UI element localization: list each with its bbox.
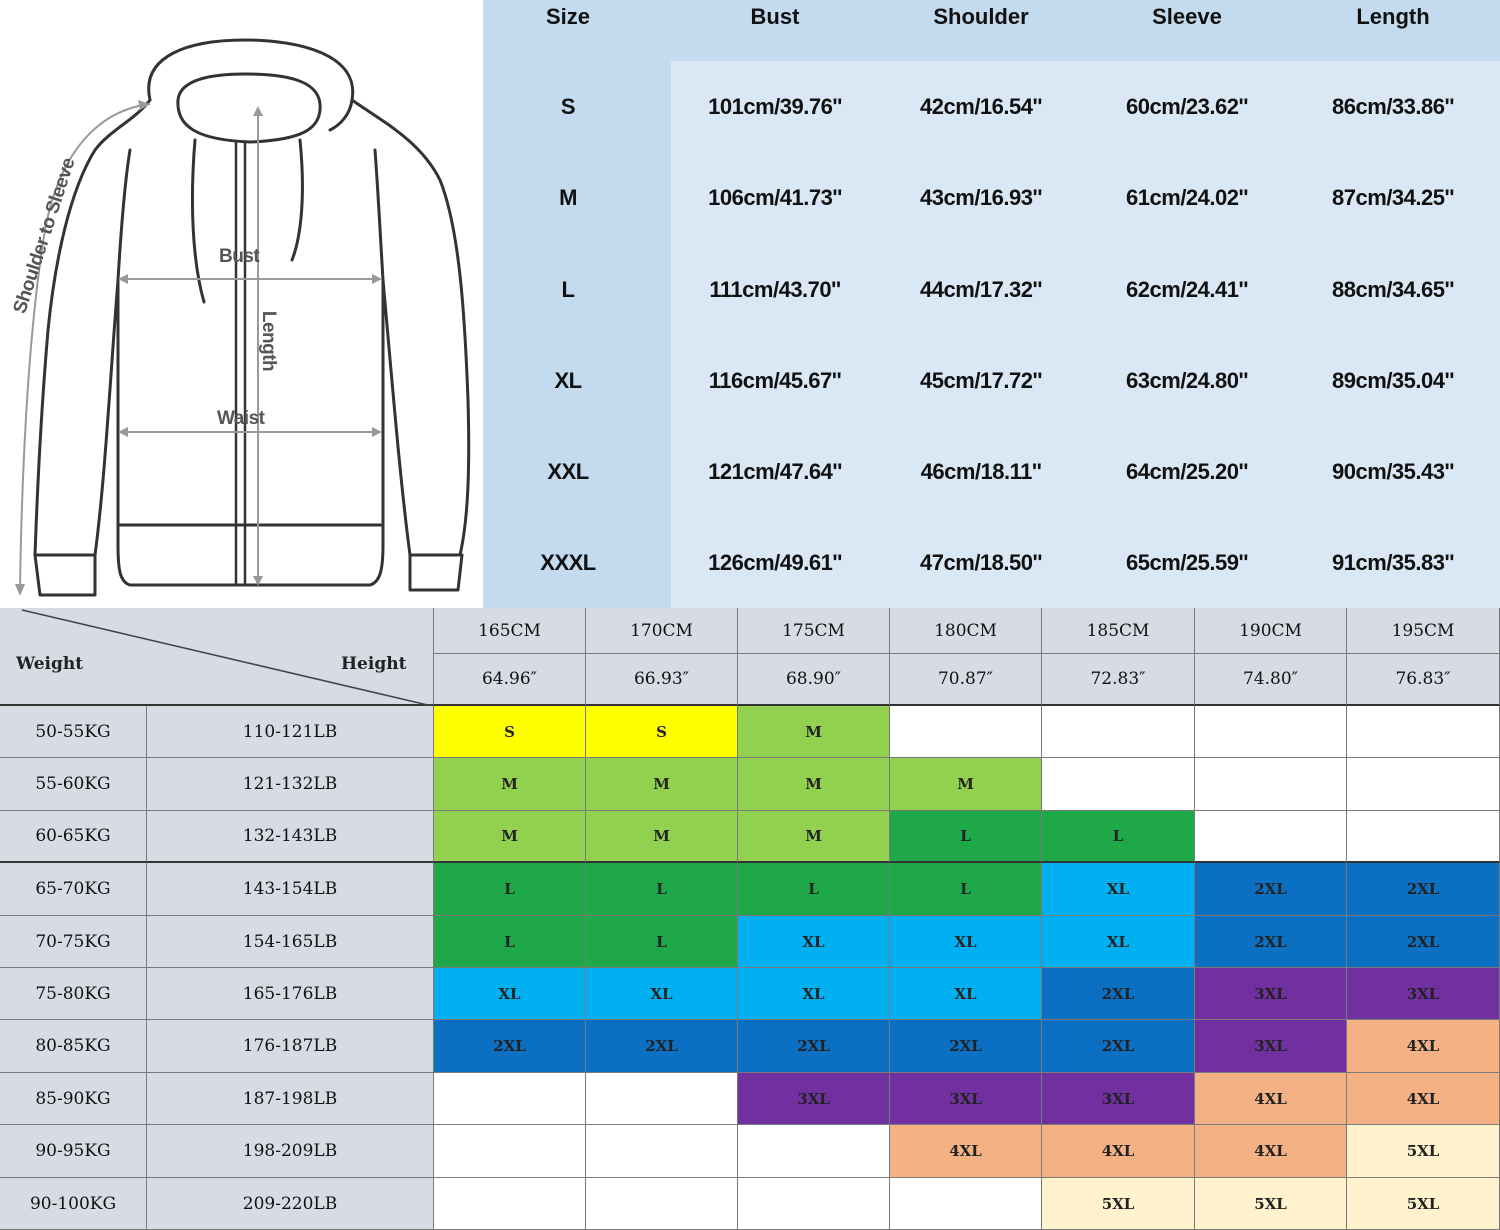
height-in-header: 72.83″ (1042, 654, 1195, 706)
measure-header-sleeve: Sleeve (1152, 4, 1222, 29)
size-cell-3xl: 3XL (1347, 968, 1500, 1020)
shoulder-to-sleeve-label: Shoulder to Sleeve (9, 155, 80, 317)
size-cell-l: L (890, 811, 1042, 863)
height-cm-header: 180CM (890, 608, 1042, 654)
weight-lb-cell: 176-187LB (147, 1020, 434, 1073)
size-cell-l: L (434, 863, 586, 916)
size-cell-l: L (1042, 811, 1195, 863)
size-cell-2xl: 2XL (1195, 863, 1347, 916)
measure-cell: 91cm/35.83'' (1332, 550, 1454, 575)
height-cm-header: 190CM (1195, 608, 1347, 654)
size-cell-empty (1347, 706, 1500, 758)
size-cell-5xl: 5XL (1042, 1178, 1195, 1230)
weight-kg-cell: 85-90KG (0, 1073, 147, 1125)
size-cell-2xl: 2XL (1042, 1020, 1195, 1073)
size-cell-empty (890, 1178, 1042, 1230)
size-cell-xl: XL (434, 968, 586, 1020)
length-label: Length (258, 310, 280, 372)
height-in-header: 76.83″ (1347, 654, 1500, 706)
size-cell-s: S (586, 706, 738, 758)
measure-cell: 126cm/49.61'' (708, 550, 842, 575)
size-cell-m: M (738, 811, 890, 863)
weight-lb-cell: 143-154LB (147, 863, 434, 916)
size-cell-4xl: 4XL (1042, 1125, 1195, 1178)
measurement-table-body-bg (671, 61, 1500, 608)
size-cell-3xl: 3XL (1042, 1073, 1195, 1125)
size-cell-xl: XL (1042, 916, 1195, 968)
size-cell-empty (434, 1178, 586, 1230)
weight-kg-cell: 50-55KG (0, 706, 147, 758)
measure-size-label: XL (554, 368, 582, 393)
size-cell-2xl: 2XL (434, 1020, 586, 1073)
size-cell-3xl: 3XL (1195, 968, 1347, 1020)
size-cell-m: M (890, 758, 1042, 811)
size-recommendation-grid (0, 608, 1500, 1230)
measure-cell: 46cm/18.11'' (920, 459, 1042, 484)
weight-kg-cell: 60-65KG (0, 811, 147, 863)
height-cm-header: 175CM (738, 608, 890, 654)
measure-cell: 89cm/35.04'' (1332, 368, 1454, 393)
measure-cell: 87cm/34.25'' (1332, 185, 1454, 210)
size-cell-empty (1195, 811, 1347, 863)
measure-cell: 63cm/24.80'' (1126, 368, 1248, 393)
measure-cell: 116cm/45.67'' (708, 368, 842, 393)
size-cell-empty (1347, 758, 1500, 811)
measure-cell: 64cm/25.20'' (1126, 459, 1248, 484)
size-cell-empty (1042, 706, 1195, 758)
size-cell-l: L (738, 863, 890, 916)
measure-cell: 60cm/23.62'' (1126, 94, 1248, 119)
measure-header-bust: Bust (750, 4, 800, 29)
size-cell-empty (586, 1125, 738, 1178)
size-cell-2xl: 2XL (1195, 916, 1347, 968)
height-in-header: 64.96″ (434, 654, 586, 706)
measure-cell: 86cm/33.86'' (1332, 94, 1454, 119)
size-cell-xl: XL (890, 916, 1042, 968)
measure-size-label: M (559, 185, 577, 210)
size-cell-empty (738, 1125, 890, 1178)
size-cell-4xl: 4XL (1195, 1125, 1347, 1178)
measure-size-label: S (560, 94, 576, 119)
size-cell-empty (586, 1178, 738, 1230)
size-cell-2xl: 2XL (1347, 863, 1500, 916)
size-cell-5xl: 5XL (1347, 1178, 1500, 1230)
measure-cell: 88cm/34.65'' (1332, 277, 1454, 302)
measure-header-size: Size (545, 4, 591, 29)
size-cell-l: L (586, 863, 738, 916)
size-cell-empty (1195, 706, 1347, 758)
size-cell-m: M (434, 811, 586, 863)
weight-lb-cell: 154-165LB (147, 916, 434, 968)
size-cell-m: M (738, 758, 890, 811)
measure-cell: 47cm/18.50'' (920, 550, 1042, 575)
weight-header: Weight (16, 654, 84, 674)
measurement-table (483, 0, 1500, 608)
size-cell-2xl: 2XL (586, 1020, 738, 1073)
height-in-header: 74.80″ (1195, 654, 1347, 706)
weight-kg-cell: 80-85KG (0, 1020, 147, 1073)
size-cell-3xl: 3XL (1195, 1020, 1347, 1073)
size-cell-2xl: 2XL (1347, 916, 1500, 968)
height-in-header: 70.87″ (890, 654, 1042, 706)
height-in-header: 66.93″ (586, 654, 738, 706)
size-cell-3xl: 3XL (738, 1073, 890, 1125)
weight-lb-cell: 198-209LB (147, 1125, 434, 1178)
measure-cell: 121cm/47.64'' (708, 459, 842, 484)
measure-cell: 61cm/24.02'' (1126, 185, 1248, 210)
size-cell-4xl: 4XL (890, 1125, 1042, 1178)
size-cell-xl: XL (738, 916, 890, 968)
size-cell-3xl: 3XL (890, 1073, 1042, 1125)
weight-kg-cell: 70-75KG (0, 916, 147, 968)
measure-cell: 101cm/39.76'' (708, 94, 842, 119)
size-cell-m: M (738, 706, 890, 758)
height-header: Height (341, 654, 407, 674)
height-cm-header: 165CM (434, 608, 586, 654)
size-cell-4xl: 4XL (1195, 1073, 1347, 1125)
weight-lb-cell: 121-132LB (147, 758, 434, 811)
measure-cell: 44cm/17.32'' (920, 277, 1042, 302)
weight-kg-cell: 65-70KG (0, 863, 147, 916)
height-cm-header: 185CM (1042, 608, 1195, 654)
weight-kg-cell: 90-95KG (0, 1125, 147, 1178)
size-cell-empty (1195, 758, 1347, 811)
size-cell-empty (890, 706, 1042, 758)
size-cell-4xl: 4XL (1347, 1073, 1500, 1125)
height-in-header: 68.90″ (738, 654, 890, 706)
size-cell-l: L (890, 863, 1042, 916)
size-cell-5xl: 5XL (1347, 1125, 1500, 1178)
measure-cell: 106cm/41.73'' (708, 185, 842, 210)
weight-kg-cell: 90-100KG (0, 1178, 147, 1230)
size-cell-xl: XL (586, 968, 738, 1020)
size-cell-2xl: 2XL (1042, 968, 1195, 1020)
size-cell-xl: XL (738, 968, 890, 1020)
hoodie-diagram (0, 0, 483, 608)
measure-cell: 111cm/43.70'' (709, 277, 841, 302)
size-cell-2xl: 2XL (890, 1020, 1042, 1073)
size-cell-xl: XL (1042, 863, 1195, 916)
size-cell-empty (434, 1073, 586, 1125)
size-cell-empty (1042, 758, 1195, 811)
measure-cell: 90cm/35.43'' (1332, 459, 1454, 484)
size-cell-empty (738, 1178, 890, 1230)
measure-cell: 62cm/24.41'' (1126, 277, 1248, 302)
size-cell-l: L (586, 916, 738, 968)
height-cm-header: 170CM (586, 608, 738, 654)
size-cell-m: M (586, 758, 738, 811)
size-cell-xl: XL (890, 968, 1042, 1020)
waist-label: Waist (217, 408, 265, 429)
size-cell-empty (1347, 811, 1500, 863)
height-cm-header: 195CM (1347, 608, 1500, 654)
size-cell-4xl: 4XL (1347, 1020, 1500, 1073)
measure-cell: 45cm/17.72'' (920, 368, 1042, 393)
weight-lb-cell: 165-176LB (147, 968, 434, 1020)
size-cell-l: L (434, 916, 586, 968)
size-cell-empty (434, 1125, 586, 1178)
measure-header-length: Length (1356, 4, 1430, 29)
measure-size-label: XXXL (540, 550, 596, 575)
weight-lb-cell: 110-121LB (147, 706, 434, 758)
weight-lb-cell: 209-220LB (147, 1178, 434, 1230)
measure-size-label: L (561, 277, 575, 302)
hoodie-outline-illustration (0, 0, 483, 608)
weight-lb-cell: 132-143LB (147, 811, 434, 863)
weight-kg-cell: 75-80KG (0, 968, 147, 1020)
size-cell-m: M (586, 811, 738, 863)
size-cell-m: M (434, 758, 586, 811)
measure-cell: 43cm/16.93'' (920, 185, 1042, 210)
size-cell-empty (586, 1073, 738, 1125)
size-cell-5xl: 5XL (1195, 1178, 1347, 1230)
weight-lb-cell: 187-198LB (147, 1073, 434, 1125)
measure-cell: 42cm/16.54'' (920, 94, 1042, 119)
measure-header-shoulder: Shoulder (933, 4, 1029, 29)
measure-size-label: XXL (547, 459, 589, 484)
weight-kg-cell: 55-60KG (0, 758, 147, 811)
measure-cell: 65cm/25.59'' (1126, 550, 1248, 575)
size-cell-s: S (434, 706, 586, 758)
size-cell-2xl: 2XL (738, 1020, 890, 1073)
bust-label: Bust (219, 246, 260, 267)
